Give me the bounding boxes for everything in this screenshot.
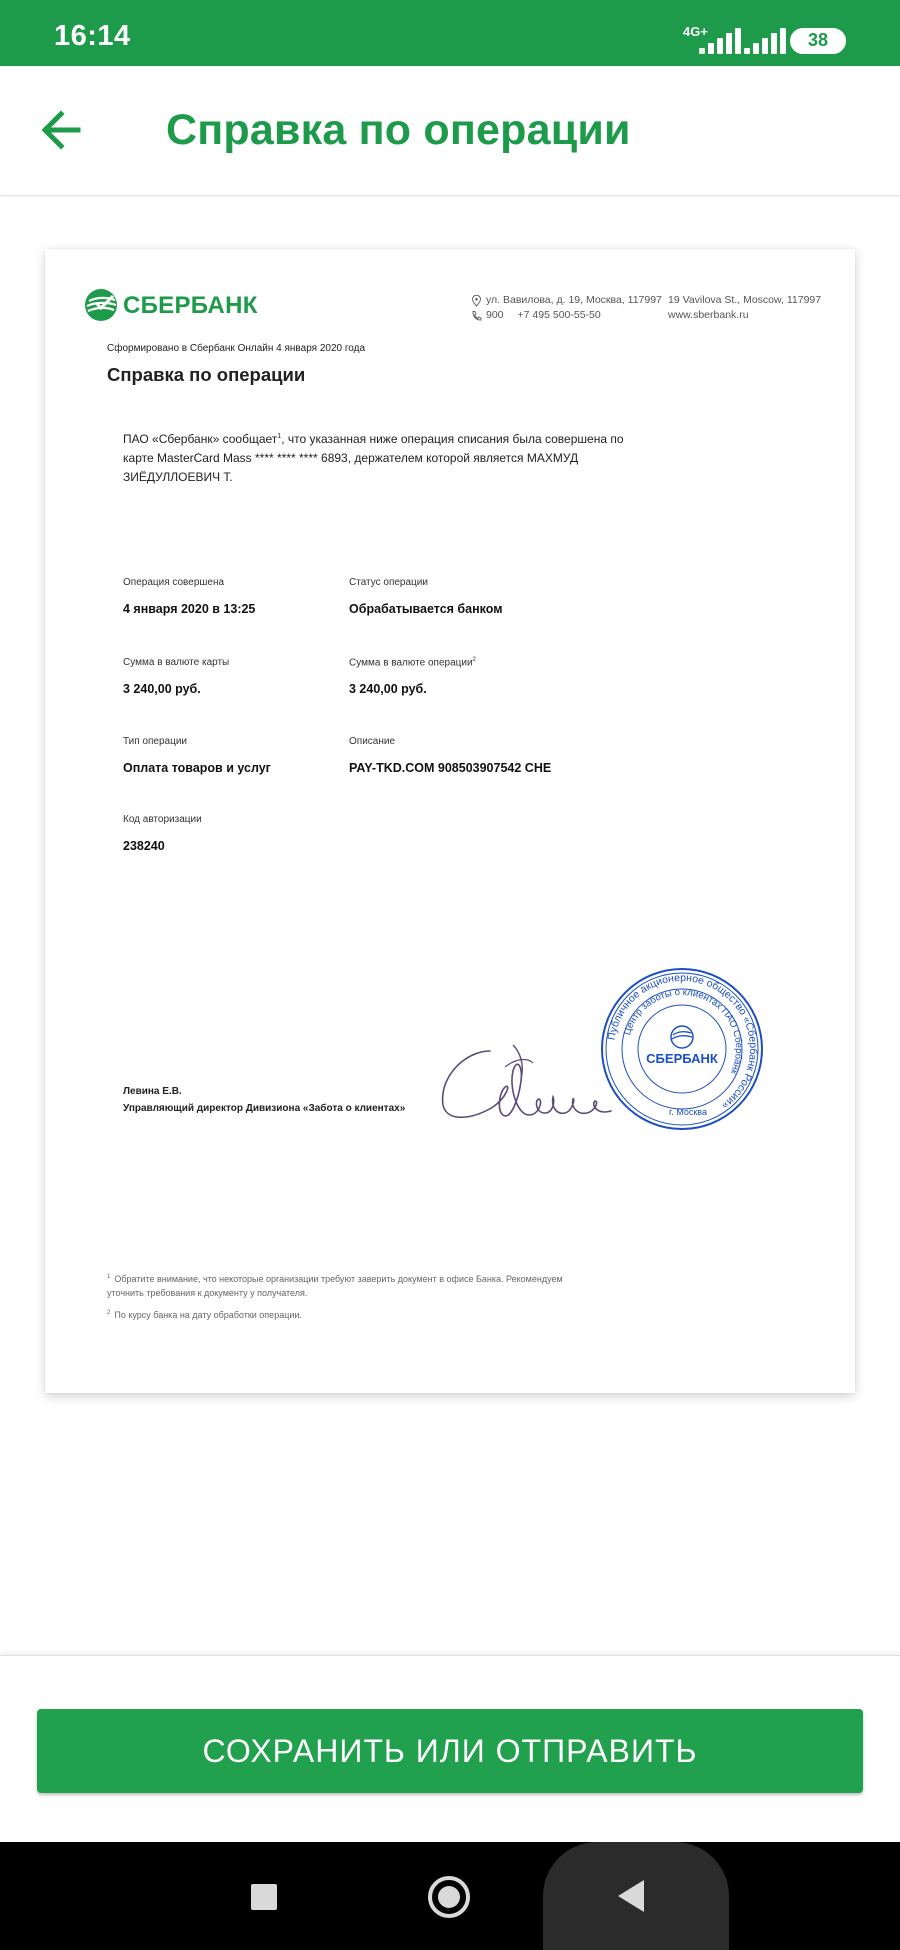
footnote-2 <box>107 1306 302 1322</box>
authorization-code-field <box>123 814 202 853</box>
address-en-text: 19 Vavilova St., Moscow, 117997 <box>668 294 822 306</box>
intro-footnote-mark: 1 <box>277 433 282 440</box>
signal-icon <box>742 28 786 54</box>
field-value: 238240 <box>123 839 165 853</box>
sberbank-logo <box>83 287 258 323</box>
back-button[interactable] <box>34 96 98 160</box>
operation-status-field <box>349 577 502 616</box>
footnote-text: Обратите внимание, что некоторые организации требуют заверить документ в офисе Банка. Рекомендуем уточнить требования к документу у получателя. <box>107 1274 563 1298</box>
operation-amount-field <box>349 657 476 696</box>
phone-icon <box>471 310 482 322</box>
arrow-left-icon <box>34 96 98 160</box>
stamp-outer-text: Публичное акционерное общество «Сбербанк России» <box>605 971 760 1112</box>
action-panel <box>0 1655 900 1842</box>
generated-note: Сформировано в Сбербанк Онлайн 4 января 2020 года <box>107 343 366 354</box>
signer-block <box>123 1083 405 1117</box>
phone-short: 900 <box>486 309 504 321</box>
description-field <box>349 736 551 775</box>
back-triangle-icon <box>618 1880 644 1912</box>
stamp-city: г. Москва <box>669 1107 707 1117</box>
field-value: 4 января 2020 в 13:25 <box>123 602 256 616</box>
footnote-1 <box>107 1270 567 1300</box>
bank-stamp-image <box>598 965 766 1133</box>
network-type: 4G+ <box>683 24 708 39</box>
signature-image <box>435 1027 625 1127</box>
bank-address-ru <box>471 293 662 323</box>
field-value: 3 240,00 руб. <box>123 682 201 696</box>
location-pin-icon <box>471 295 482 307</box>
website-text: www.sberbank.ru <box>668 309 749 321</box>
back-nav-button[interactable] <box>543 1842 729 1950</box>
save-or-send-button[interactable]: СОХРАНИТЬ ИЛИ ОТПРАВИТЬ <box>37 1709 863 1793</box>
field-label-text: Сумма в валюте операции <box>349 657 473 669</box>
footnote-mark: 2 <box>107 1310 111 1316</box>
page-title: Справка по операции <box>166 106 631 154</box>
document-title: Справка по операции <box>107 364 306 385</box>
field-value: Оплата товаров и услуг <box>123 761 271 775</box>
status-bar <box>0 0 900 66</box>
bank-address-en <box>668 293 821 323</box>
field-label: Статус операции <box>349 577 428 588</box>
footnote-text: По курсу банка на дату обработки операции. <box>114 1310 302 1320</box>
status-time: 16:14 <box>54 20 131 52</box>
operation-type-field <box>123 736 271 775</box>
battery-icon <box>790 28 846 54</box>
field-value: 3 240,00 руб. <box>349 682 427 697</box>
sberbank-logo-icon <box>83 287 119 323</box>
field-value: Обрабатывается банком <box>349 602 503 616</box>
field-value: PAY-TKD.COM 908503907542 CHE <box>349 761 552 775</box>
battery-level: 38 <box>807 30 829 50</box>
signer-position: Управляющий директор Дивизиона «Забота о клиентах» <box>123 1103 406 1114</box>
content-area <box>0 197 900 1655</box>
intro-part2: , что указанная ниже операция списания была совершена по карте MasterCard Mass **** **** **** 6893, держателем которой является МАХМУД ЗИЁДУЛЛОЕВИЧ Т. <box>123 432 624 484</box>
stamp-inner-text: Центр заботы о клиентах ПАО Сбербанк <box>621 986 745 1076</box>
address-ru-text: ул. Вавилова, д. 19, Москва, 117997 <box>486 294 662 306</box>
signal-icon <box>697 28 741 54</box>
intro-part1: ПАО «Сбербанк» сообщает <box>123 432 278 446</box>
footnote-mark: 1 <box>107 1274 111 1280</box>
phone-long: +7 495 500-55-50 <box>517 309 601 321</box>
field-label: Операция совершена <box>123 577 225 588</box>
home-icon[interactable] <box>428 1876 470 1918</box>
field-label: Тип операции <box>123 736 188 747</box>
field-label: Сумма в валюте карты <box>123 657 230 668</box>
navigation-bar <box>0 1842 900 1950</box>
operation-date-field <box>123 577 255 616</box>
logo-text: СБЕРБАНК <box>123 292 258 319</box>
field-label <box>349 657 476 668</box>
card-amount-field <box>123 657 229 696</box>
intro-text <box>123 427 643 487</box>
field-label: Код авторизации <box>123 814 202 825</box>
operation-certificate[interactable] <box>45 249 855 1393</box>
field-footnote-mark: 2 <box>472 657 476 663</box>
app-header <box>0 66 900 196</box>
field-label: Описание <box>349 736 396 747</box>
signer-name: Левина Е.В. <box>123 1086 182 1097</box>
stamp-center-text: СБЕРБАНК <box>646 1051 718 1066</box>
recent-apps-icon[interactable] <box>251 1884 277 1910</box>
